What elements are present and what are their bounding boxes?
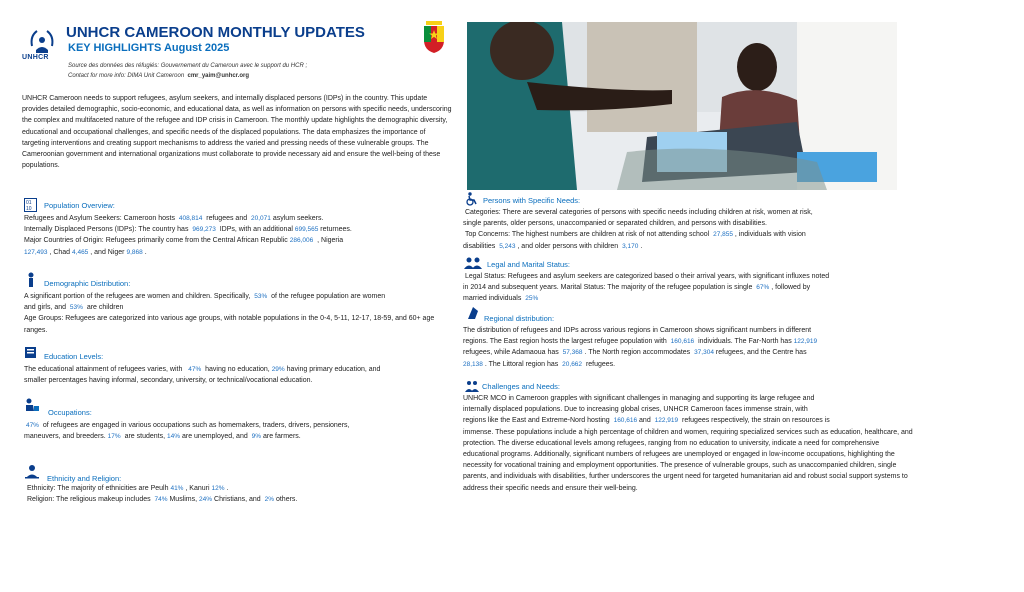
text: of refugees are engaged in various occupations such as homemakers, traders, drivers, pensioners,: [42, 422, 350, 429]
ethnicity-heading: Ethnicity and Religion:: [47, 474, 122, 483]
text: returnees.: [320, 226, 352, 234]
peulh-pct: 41%: [170, 485, 184, 492]
text: Major Countries of Origin: Refugees primarily come from the Central African Republic: [24, 237, 288, 245]
text: . The North region accommodates: [584, 349, 691, 357]
north-count: 37,304: [694, 349, 714, 357]
legal-heading: Legal and Marital Status:: [487, 260, 570, 269]
niger-count: 9,868: [126, 248, 143, 256]
returnees-count: 699,565: [294, 226, 319, 234]
farnorth-count: 122,919: [654, 417, 679, 425]
map-pin-icon: [466, 305, 480, 326]
farnorth-count: 122,919: [793, 338, 818, 346]
adamaoua-count: 57,368: [562, 349, 583, 357]
text: regions like the East and Extreme-Nord hosting: [463, 417, 610, 425]
contact-line: [68, 73, 249, 79]
asylum-count: 20,071: [251, 215, 271, 222]
text: refugees respectively, the strain on resources is: [682, 417, 830, 425]
idps-count: 969,273: [192, 226, 216, 234]
text: IDPs, with an additional: [219, 226, 293, 234]
contact-email[interactable]: cmr_yaim@unhcr.org: [187, 73, 250, 79]
text: disabilities: [463, 242, 496, 250]
text: are students,: [124, 433, 166, 441]
muslims-pct: 74%: [154, 496, 168, 504]
refugees-count: 408,814: [178, 215, 203, 222]
text: asylum seekers.: [272, 215, 324, 222]
text: refugees.: [585, 360, 616, 368]
text: smaller percentages having informal, secondary, university, or technical/vocational education.: [24, 377, 313, 385]
text: The distribution of refugees and IDPs across various regions in Cameroon shows significant numbers in different: [463, 327, 812, 334]
logo-text: UNHCR: [22, 54, 49, 61]
occupations-body: [24, 420, 454, 442]
specific-needs-body: [463, 207, 913, 252]
page-title: UNHCR CAMEROON MONTHLY UPDATES: [66, 24, 365, 41]
intro-paragraph: UNHCR Cameroon needs to support refugees, asylum seekers, and internally displaced persons (IDPs) in the country. This update provides detailed demographic, socio-economic, and educational data, as well as information on persons with specific needs, underscoring the complex and multifaceted nature of the refugee and IDP crisis in Cameroon. The monthly update highlights the demographic diversity, educational and occupational challenges, and specific needs of the displaced populations. The data emphasizes the importance of targeting interventions and creating support mechanisms to address the varied and pressing needs of these vulnerable groups. The Cameroonian government and international organizations must collaborate to provide necessary aid and ensure the well-being of these populations.: [22, 95, 452, 170]
text: , individuals with vision: [734, 231, 806, 239]
text: , Nigeria: [317, 237, 344, 245]
married-pct: 25%: [525, 295, 539, 303]
svg-text:01: 01: [26, 200, 32, 206]
text: Christians, and: [214, 496, 261, 504]
kanuri-pct: 12%: [211, 485, 225, 492]
unemployed-pct: 14%: [167, 433, 181, 441]
education-body: [24, 364, 454, 386]
text: Ethnicity: The majority of ethnicities are Peulh: [27, 485, 169, 492]
text: married individuals: [463, 295, 522, 303]
text: A significant portion of the refugees are women and children. Specifically,: [24, 293, 251, 300]
car-count: 286,006: [289, 237, 314, 245]
header-photo: [467, 22, 897, 190]
text: , Kanuri: [185, 485, 210, 492]
text: .: [226, 485, 229, 492]
text: single parents, older persons, unaccompanied or separated children, and persons with disabilities.: [463, 220, 767, 228]
regional-heading: Regional distribution:: [484, 314, 555, 323]
text: Muslims,: [169, 496, 198, 504]
text: .: [144, 248, 147, 256]
contact-label: Contact for more info: DIMA Unit Cameroon: [68, 73, 185, 79]
occupation-icon: [24, 397, 40, 418]
text: , Chad: [49, 248, 71, 256]
text: of the refugee population are women: [271, 293, 386, 300]
page-subtitle: KEY HIGHLIGHTS August 2025: [68, 42, 230, 54]
text: refugees and: [206, 215, 248, 222]
specific-needs-heading: Persons with Specific Needs:: [483, 196, 581, 205]
challenges-heading: Challenges and Needs:: [482, 382, 560, 391]
age-groups-text: Age Groups: Refugees are categorized into various age groups, with notable populations in the 0-4, 5-11, 12-17, 18-59, and 60+ age ranges.: [24, 315, 435, 334]
text: Categories: There are several categories of persons with specific needs including children at risk, women at risk,: [464, 209, 813, 216]
children-pct: 53%: [69, 304, 83, 312]
text: Internally Displaced Persons (IDPs): The country has: [24, 226, 189, 234]
single-pct: 67%: [756, 284, 770, 292]
others-pct: 2%: [264, 496, 275, 504]
older-count: 3,170: [622, 242, 639, 250]
text: regions. The East region hosts the largest refugee population with: [463, 338, 667, 346]
population-body: [24, 213, 454, 258]
text: .: [640, 242, 643, 250]
centre-count: 28,138: [463, 360, 483, 368]
text: UNHCR MCO in Cameroon grapples with significant challenges in managing and supporting its large refugee and: [463, 395, 815, 402]
education-heading: Education Levels:: [44, 352, 104, 361]
text: individuals. The Far-North has: [698, 338, 792, 346]
text: having primary education, and: [286, 366, 381, 373]
source-note: Source des données des réfugiés: Gouvernement du Cameroun avec le support du HCR ;: [68, 63, 308, 69]
women-pct: 53%: [254, 293, 268, 300]
school-risk-count: 27,855: [713, 231, 733, 239]
farmers-pct: 9%: [251, 433, 262, 441]
text: and girls, and: [24, 304, 67, 312]
regional-body: [463, 325, 913, 370]
text: maneuvers, and breeders.: [24, 433, 106, 441]
text: refugees, while Adamaoua has: [463, 349, 559, 357]
text: , followed by: [771, 284, 811, 292]
text: refugees, and the Centre has: [715, 349, 807, 357]
occupations-heading: Occupations:: [48, 408, 92, 417]
east-count: 160,616: [670, 338, 695, 346]
coat-of-arms-icon: [420, 20, 448, 54]
chad-count: 4,465: [72, 248, 89, 256]
engaged-pct: 47%: [25, 422, 39, 429]
text: others.: [275, 496, 298, 504]
person-icon: [26, 272, 36, 293]
text: Legal Status: Refugees and asylum seekers are categorized based o their arrival years, with significant influxes noted: [464, 273, 830, 280]
nigeria-count: 127,493: [24, 248, 48, 256]
legal-body: [463, 271, 913, 305]
svg-text:10: 10: [26, 206, 32, 212]
text: Refugees and Asylum Seekers: Cameroon hosts: [24, 215, 175, 222]
text: and: [639, 417, 651, 425]
students-pct: 17%: [107, 433, 121, 441]
littoral-count: 20,662: [562, 360, 583, 368]
no-education-pct: 47%: [188, 366, 202, 373]
demographic-body: [24, 291, 454, 336]
text: . The Littoral region has: [484, 360, 559, 368]
challenges-body: [463, 393, 913, 494]
text: are farmers.: [263, 433, 301, 441]
demographic-heading: Demographic Distribution:: [44, 279, 131, 288]
text: having no education,: [205, 366, 270, 373]
ethnicity-icon: [24, 463, 40, 484]
text: Religion: The religious makeup includes: [27, 496, 151, 504]
vision-count: 5,243: [499, 242, 516, 250]
book-icon: [24, 346, 37, 364]
population-heading: Population Overview:: [44, 201, 115, 210]
text: are children: [86, 304, 124, 312]
christians-pct: 24%: [199, 496, 213, 504]
east-count: 160,616: [613, 417, 638, 425]
text: , and Niger: [90, 248, 125, 256]
text: internally displaced populations. Due to increasing global crises, UNHCR Cameroon faces immense strain, with: [463, 406, 808, 414]
text: The educational attainment of refugees varies, with: [24, 366, 183, 373]
ethnicity-body: [27, 483, 457, 505]
text: Top Concerns: The highest numbers are children at risk of not attending school: [464, 231, 710, 239]
primary-education-pct: 29%: [271, 366, 285, 373]
text: , and older persons with children: [517, 242, 619, 250]
text: in 2014 and subsequent years. Marital Status: The majority of the refugee population is single: [463, 284, 753, 292]
text: immense. These populations include a high percentage of children and women, requiring specialized services such as education, healthcare, and protection. The diverse educational levels among refugees, ranging from no education to university, indicate a need for comprehensive educational programs. Additionally, significant numbers of refugees are unemployed or engaged in low-income occupations, highlighting the necessity for vocational training and employment opportunities. The presence of vulnerable groups, such as unaccompanied children, single parents, and individuals with disabilities, further underscores the urgent need for targeted humanitarian aid and robust social support systems to address their specific needs and ensure their well-being.: [463, 428, 913, 492]
text: are unemployed, and: [181, 433, 248, 441]
